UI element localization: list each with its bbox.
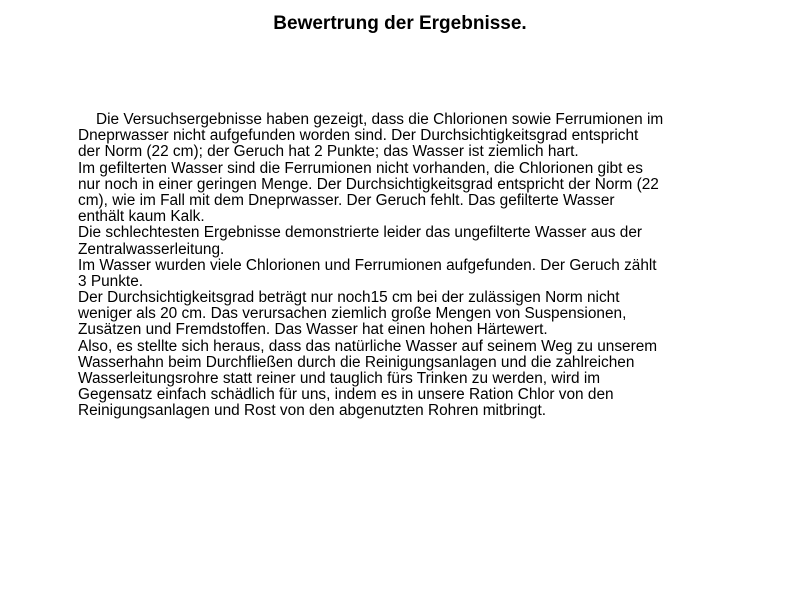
text-line: der Norm (22 cm); der Geruch hat 2 Punkte; das Wasser ist ziemlich hart. xyxy=(78,143,579,161)
text-line: Wasserleitungsrohre statt reiner und tauglich fürs Trinken zu werden, wird im xyxy=(78,370,601,387)
text-line: Zentralwasserleitung. xyxy=(78,240,225,258)
text-line: Im gefilterten Wasser sind die Ferrumionen nicht vorhanden, die Chlorionen gibt es xyxy=(78,159,643,177)
page-title: Bewertrung der Ergebnisse. xyxy=(273,13,527,34)
text-line: Zusätzen und Fremdstoffen. Das Wasser hat einen hohen Härtewert. xyxy=(78,321,548,339)
text-line: enthält kaum Kalk. xyxy=(78,208,205,226)
text-line: Die schlechtesten Ergebnisse demonstrierte leider das ungefilterte Wasser aus der xyxy=(78,224,643,242)
text-line: cm), wie im Fall mit dem Dneprwasser. Der Geruch fehlt. Das gefilterte Wasser xyxy=(78,191,615,209)
text-line: nur noch in einer geringen Menge. Der Durchsichtigkeitsgrad entspricht der Norm (22 xyxy=(78,175,659,193)
text-line: Gegensatz einfach schädlich für uns, indem es in unsere Ration Chlor von den xyxy=(78,386,614,404)
text-line: Wasserhahn beim Durchfließen durch die Reinigungsanlagen und die zahlreichen xyxy=(78,353,635,371)
text-line: 3 Punkte. xyxy=(78,272,144,290)
text-line: Reinigungsanlagen und Rost von den abgenutzten Rohren mitbringt. xyxy=(78,402,547,420)
text-line: Der Durchsichtigkeitsgrad beträgt nur noch15 cm bei der zulässigen Norm nicht xyxy=(78,289,620,307)
text-line: Dneprwasser nicht aufgefunden worden sind. Der Durchsichtigkeitsgrad entspricht xyxy=(78,127,639,145)
text-line: Die Versuchsergebnisse haben gezeigt, dass die Chlorionen sowie Ferrumionen im xyxy=(96,111,664,128)
text-line: Also, es stellte sich heraus, dass das natürliche Wasser auf seinem Weg zu unserem xyxy=(78,337,658,355)
body-text xyxy=(78,112,758,420)
text-line: Im Wasser wurden viele Chlorionen und Ferrumionen aufgefunden. Der Geruch zählt xyxy=(78,256,657,274)
text-line: weniger als 20 cm. Das verursachen ziemlich große Mengen von Suspensionen, xyxy=(78,305,627,323)
